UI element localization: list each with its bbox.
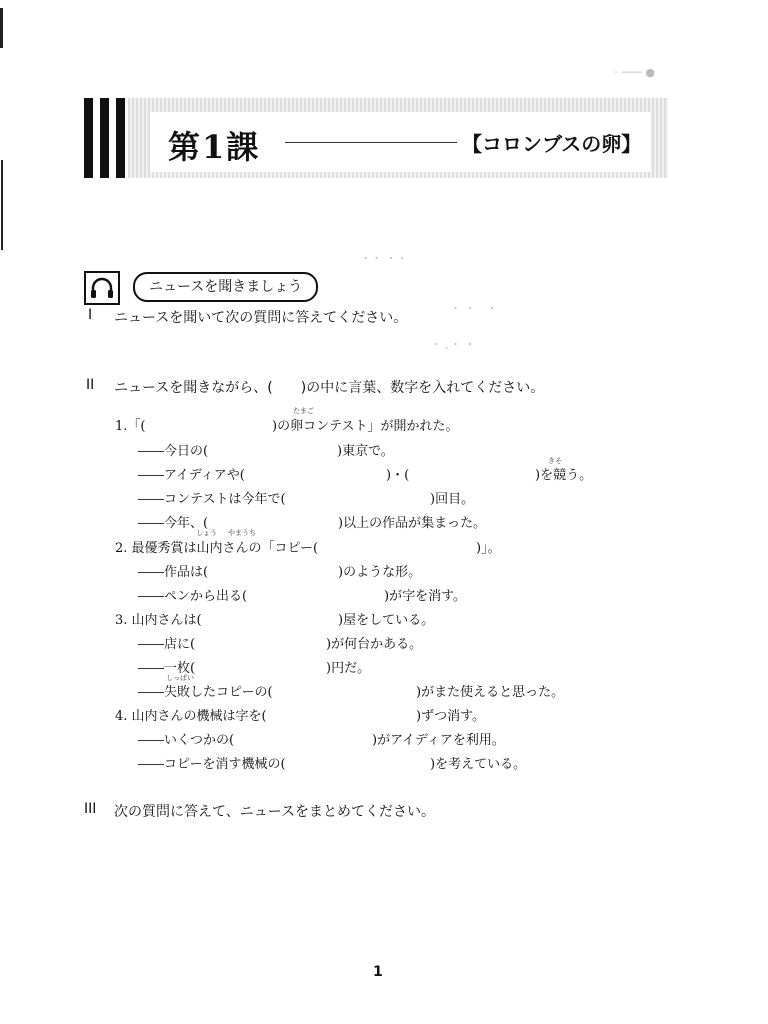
fill-subitem: ――コンテストは今年で( <box>138 492 286 507</box>
fill-item: 3. 山内さんは( <box>115 613 202 628</box>
fill-item: )ずつ消す。 <box>416 709 486 724</box>
fill-subitem: )を考えている。 <box>430 757 527 772</box>
scan-edge <box>0 8 3 48</box>
fill-item: )屋をしている。 <box>338 613 435 628</box>
fill-subitem: ――店に( <box>138 637 196 652</box>
fill-subitem: ――一枚( <box>138 661 196 676</box>
fill-item: 2. 最優秀賞は山内さんの「コピー( <box>115 541 319 556</box>
furigana: やまうち <box>228 529 256 537</box>
fill-subitem: )が何台かある。 <box>326 637 423 652</box>
question-text: ニュースを聞いて次の質問に答えてください。 <box>114 310 408 326</box>
furigana: きそ <box>548 457 562 465</box>
section-heading: ニュースを聞きましょう <box>133 272 318 302</box>
furigana: たまご <box>293 407 314 415</box>
scan-artifact: ・・ ・・ <box>360 252 408 265</box>
header-bar <box>100 98 109 178</box>
title-rule <box>285 142 457 143</box>
question-number: III <box>84 801 97 817</box>
header-bar <box>84 98 93 178</box>
scan-artifact: ・ ・ ・ <box>450 302 498 315</box>
question-text: 次の質問に答えて、ニュースをまとめてください。 <box>114 804 436 820</box>
fill-subitem: )回目。 <box>430 492 475 507</box>
fill-item: 1.「( <box>115 419 146 434</box>
fill-subitem: ――今日の( <box>138 444 209 459</box>
furigana: しょう <box>196 529 217 537</box>
fill-subitem: ――作品は( <box>138 565 209 580</box>
fill-subitem: ――アイディアや( <box>138 468 245 483</box>
fill-subitem: )を競う。 <box>535 468 593 483</box>
fill-subitem: )がアイディアを利用。 <box>372 733 505 748</box>
scan-edge <box>1 160 3 250</box>
fill-subitem: ――コピーを消す機械の( <box>138 757 286 772</box>
fill-subitem: ――今年、( <box>138 516 209 531</box>
fill-subitem: )東京で。 <box>337 444 394 459</box>
fill-item: )」。 <box>476 541 501 556</box>
fill-subitem: ――いくつかの( <box>138 733 235 748</box>
fill-item: )の卵コンテスト」が開かれた。 <box>272 419 459 434</box>
question-text: ニュースを聞きながら、( )の中に言葉、数字を入れてください。 <box>114 380 545 396</box>
furigana: しっぱい <box>166 674 194 682</box>
fill-subitem: )以上の作品が集まった。 <box>338 516 487 531</box>
scan-artifact: ・ 、・ ・ <box>430 338 476 351</box>
page-number: 1 <box>373 964 383 980</box>
fill-subitem: )が字を消す。 <box>384 589 467 604</box>
fill-item: 4. 山内さんの機械は字を( <box>115 709 267 724</box>
question-number: II <box>86 377 95 393</box>
scan-artifact: ◦ ─── ● <box>612 66 655 79</box>
fill-subitem: )・( <box>386 468 410 483</box>
question-number: I <box>88 307 93 323</box>
headphones-box <box>84 271 120 305</box>
fill-subitem: )がまた使えると思った。 <box>416 685 565 700</box>
lesson-title: 第1課 <box>168 128 261 166</box>
fill-subitem: )のような形。 <box>338 565 422 580</box>
header-bar <box>116 98 125 178</box>
headphones-icon <box>86 273 118 303</box>
fill-subitem: )円だ。 <box>326 661 371 676</box>
fill-subitem: ――失敗したコピーの( <box>138 685 273 700</box>
fill-subitem: ――ペンから出る( <box>138 589 248 604</box>
lesson-subtitle: 【コロンブスの卵】 <box>462 132 642 156</box>
